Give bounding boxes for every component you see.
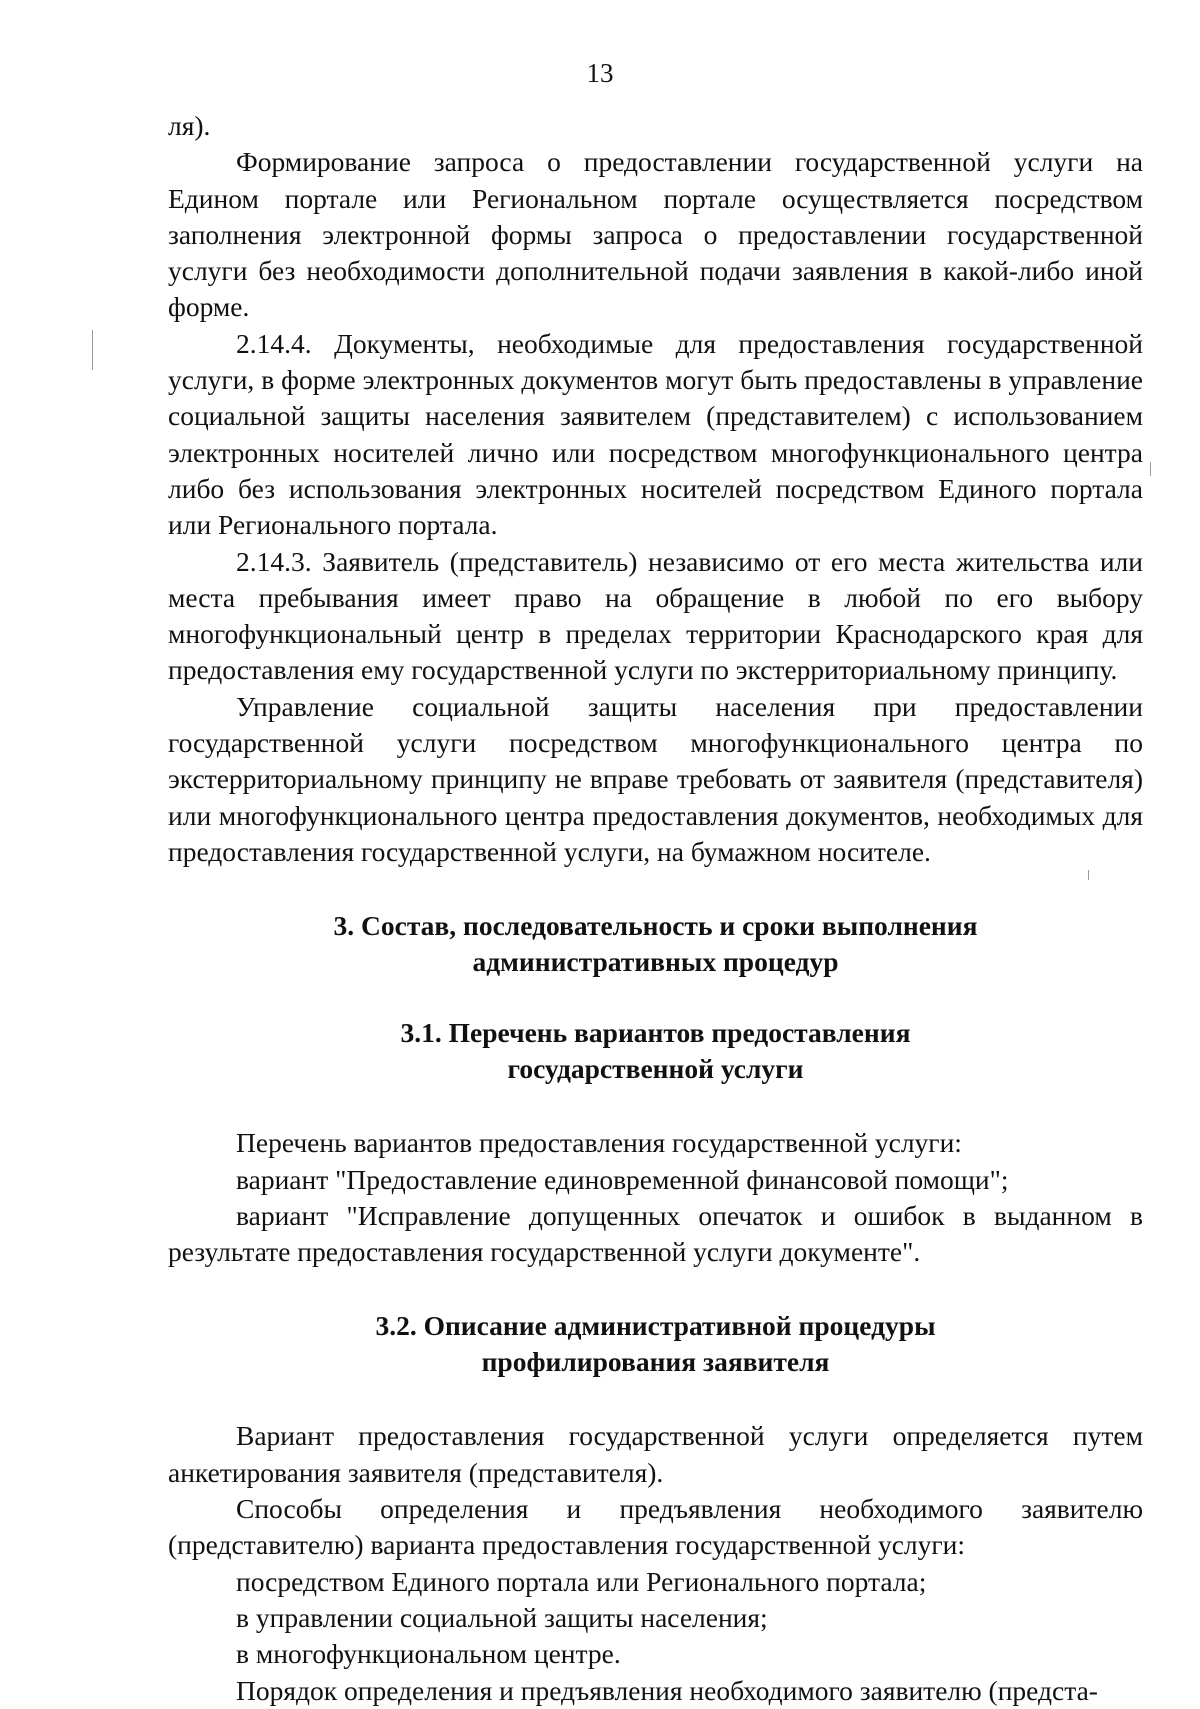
section-3-1-heading-line-2: государственной услуги	[507, 1053, 804, 1085]
method-portal: посредством Единого портала или Регионального портала;	[236, 1565, 927, 1597]
section-3-1-heading	[168, 1015, 1143, 1087]
section-3-heading-line-2: административных процедур	[472, 946, 839, 978]
paragraph-procedure-order: Порядок определения и предъявления необходимого заявителю (предста-	[236, 1674, 1098, 1706]
method-social-protection: в управлении социальной защиты населения;	[236, 1601, 768, 1633]
scan-artifact-right	[1150, 462, 1151, 476]
section-3-heading	[168, 908, 1143, 980]
paragraph-2-14-3: 2.14.3. Заявитель (представитель) независимо от его места жительства или места пребывания имеет право на обращение в любой по его выбору многофункциональный центр в пределах территории Краснодарского края для предоставления ему государственной услуги по экстерриториальному принципу.	[168, 545, 1143, 686]
scan-artifact-right-lower	[1088, 870, 1089, 880]
variant-error-correction: вариант "Исправление допущенных опечаток и ошибок в выданном в результате предоставления государственной услуги документе".	[168, 1199, 1143, 1268]
paragraph-continuation: ля).	[168, 110, 211, 141]
section-3-2-heading-line-2: профилирования заявителя	[481, 1346, 830, 1378]
scan-artifact-left	[92, 330, 93, 370]
paragraph-extraterritorial: Управление социальной защиты населения при предоставлении государственной услуги посредством многофункционального центра по экстерриториальному принципу не вправе требовать от заявителя (представителя) или многофункционального центра предоставления документов, необходимых для предоставления государственной услуги, на бумажном носителе.	[168, 690, 1143, 867]
method-mfc: в многофункциональном центре.	[236, 1638, 621, 1670]
paragraph-2-14-4: 2.14.4. Документы, необходимые для предоставления государственной услуги, в форме электронных документов могут быть предоставлены в управление социальной защиты населения заявителем (представителем) с использованием электронных носителей лично или посредством многофункционального центра либо без использования электронных носителей посредством Единого портала или Регионального портала.	[168, 327, 1143, 541]
section-3-heading-line-1: 3. Состав, последовательность и сроки выполнения	[333, 910, 978, 942]
paragraph-variant-determination: Вариант предоставления государственной услуги определяется путем анкетирования заявителя (представителя).	[168, 1420, 1143, 1488]
page-number: 13	[586, 58, 614, 88]
document-body	[168, 108, 1143, 1709]
paragraph-determination-methods: Способы определения и предъявления необходимого заявителю (представителю) варианта предоставления государственной услуги:	[168, 1493, 1143, 1561]
paragraph-request-forming: Формирование запроса о предоставлении государственной услуги на Едином портале или Региональном портале осуществляется посредством заполнения электронной формы запроса о предоставлении государственной услуги без необходимости дополнительной подачи заявления в какой-либо иной форме.	[168, 146, 1143, 323]
section-3-2-heading-line-1: 3.2. Описание административной процедуры	[375, 1310, 936, 1342]
section-3-1-heading-line-1: 3.1. Перечень вариантов предоставления	[400, 1017, 911, 1049]
variants-intro: Перечень вариантов предоставления государственной услуги:	[236, 1127, 962, 1159]
variant-financial-aid: вариант "Предоставление единовременной финансовой помощи";	[236, 1163, 1009, 1195]
section-3-2-heading	[168, 1308, 1143, 1380]
